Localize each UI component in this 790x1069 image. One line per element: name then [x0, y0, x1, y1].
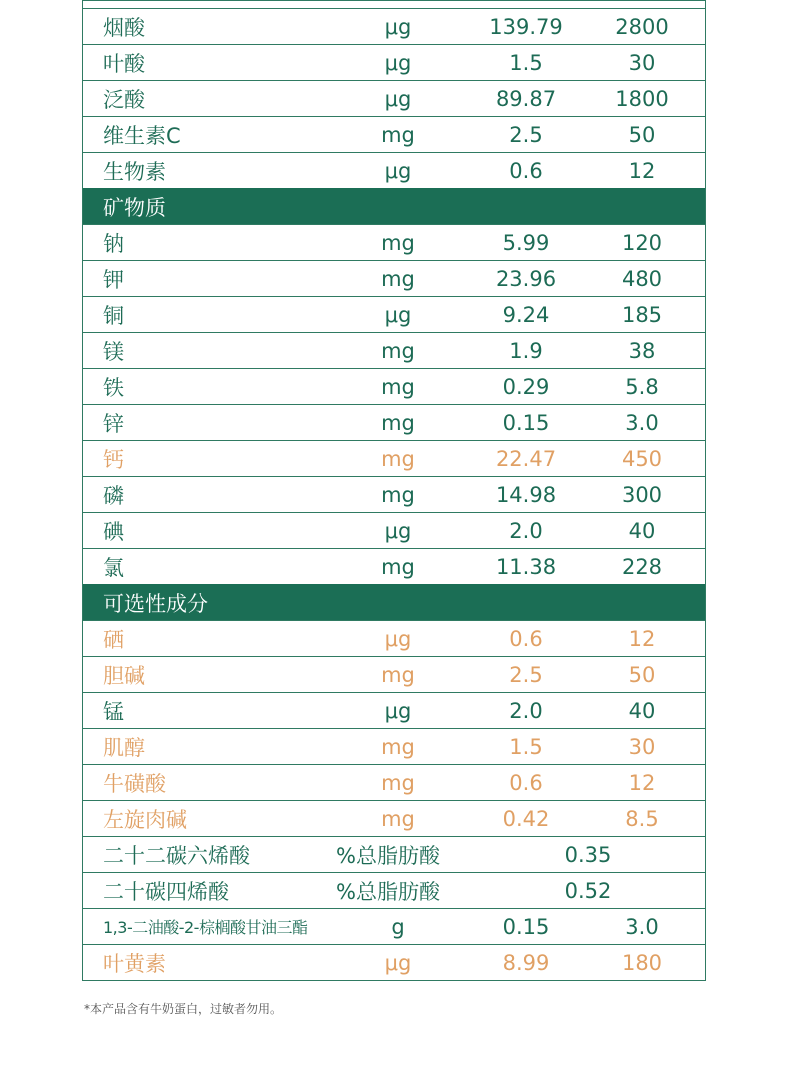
- nutrient-unit: mg: [381, 338, 415, 363]
- table-row: [83, 548, 705, 584]
- nutrient-name: 维生素C: [103, 123, 181, 148]
- nutrient-name: 烟酸: [103, 15, 145, 40]
- value-per-100g: 2800: [615, 14, 669, 39]
- nutrient-unit: μg: [384, 626, 412, 651]
- value-per-100g: 3.0: [625, 410, 659, 435]
- nutrient-unit: μg: [384, 950, 412, 975]
- value-per-100kj: 2.0: [509, 518, 543, 543]
- nutrient-name: 锌: [103, 411, 124, 436]
- nutrient-unit: mg: [381, 806, 415, 831]
- nutrient-unit: mg: [381, 410, 415, 435]
- nutrient-name: 二十碳四烯酸: [103, 879, 229, 904]
- value-per-100kj: 0.29: [502, 374, 550, 399]
- table-row: [83, 44, 705, 80]
- table-row: [83, 872, 705, 908]
- nutrient-unit: μg: [384, 698, 412, 723]
- value-per-100kj: 14.98: [495, 482, 557, 507]
- table-row: [83, 152, 705, 188]
- nutrient-name: 铜: [103, 303, 124, 328]
- value-per-100kj: 8.99: [502, 950, 550, 975]
- value-per-100kj: 0.15: [502, 410, 550, 435]
- nutrient-unit: μg: [384, 518, 412, 543]
- table-row: [83, 296, 705, 332]
- nutrient-name: 氯: [103, 555, 124, 580]
- value-per-100kj: 2.5: [509, 122, 543, 147]
- value-per-100g: 180: [621, 950, 663, 975]
- value-per-100kj: 1.5: [509, 50, 543, 75]
- nutrient-name: 胆碱: [103, 663, 145, 688]
- table-row-highlighted: [83, 764, 705, 800]
- table-row: [83, 224, 705, 260]
- table-row: [83, 332, 705, 368]
- table-row-highlighted: [83, 620, 705, 656]
- nutrient-unit: mg: [381, 482, 415, 507]
- nutrient-name: 二十二碳六烯酸: [103, 843, 250, 868]
- nutrient-name: 生物素: [103, 159, 166, 184]
- nutrient-unit: %总脂肪酸: [336, 879, 440, 904]
- value-per-100kj: 0.6: [509, 626, 543, 651]
- section-title: 矿物质: [103, 195, 166, 220]
- section-header-minerals: [83, 188, 705, 224]
- table-row-highlighted: [83, 800, 705, 836]
- nutrient-name: 叶酸: [103, 51, 145, 76]
- nutrient-name: 钙: [103, 447, 124, 472]
- nutrient-name: 硒: [103, 627, 124, 652]
- value-per-100kj: 1.9: [509, 338, 543, 363]
- table-row: [83, 404, 705, 440]
- section-header-optional: [83, 584, 705, 620]
- value-per-100g: 120: [621, 230, 663, 255]
- nutrient-unit: μg: [384, 158, 412, 183]
- table-row-highlighted: [83, 656, 705, 692]
- nutrient-name: 钾: [103, 267, 124, 292]
- nutrient-unit: μg: [384, 86, 412, 111]
- value-per-100kj: 0.6: [509, 770, 543, 795]
- nutrient-name: 左旋肉碱: [103, 807, 187, 832]
- table-row: [83, 260, 705, 296]
- table-row: [83, 8, 705, 44]
- nutrient-unit: μg: [384, 50, 412, 75]
- value-per-100kj: 2.5: [509, 662, 543, 687]
- value-per-100kj: 89.87: [495, 86, 557, 111]
- table-row-highlighted: [83, 944, 705, 980]
- value-per-100g: 38: [628, 338, 656, 363]
- table-row: [83, 80, 705, 116]
- table-row: [83, 476, 705, 512]
- table-row-highlighted: [83, 440, 705, 476]
- value-per-100g: 50: [628, 662, 656, 687]
- value-per-100kj: 23.96: [495, 266, 557, 291]
- nutrient-name: 1,3-二油酸-2-棕榈酸甘油三酯: [103, 918, 308, 937]
- value-per-100kj: 0.42: [502, 806, 550, 831]
- value-per-100kj: 2.0: [509, 698, 543, 723]
- value-per-100kj: 22.47: [495, 446, 557, 471]
- value-per-100g: 50: [628, 122, 656, 147]
- nutrient-unit: μg: [384, 302, 412, 327]
- table-row: [83, 512, 705, 548]
- nutrient-unit: mg: [381, 770, 415, 795]
- value-per-100kj: 0.6: [509, 158, 543, 183]
- nutrient-unit: mg: [381, 266, 415, 291]
- table-row: [83, 692, 705, 728]
- table-row: [83, 116, 705, 152]
- nutrient-name: 磷: [103, 483, 124, 508]
- nutrient-unit: %总脂肪酸: [336, 843, 440, 868]
- nutrient-unit: mg: [381, 122, 415, 147]
- table-row: [83, 368, 705, 404]
- nutrient-name: 牛磺酸: [103, 771, 166, 796]
- nutrient-unit: g: [391, 914, 405, 939]
- value-per-100g: 12: [628, 158, 656, 183]
- allergen-footnote: *本产品含有牛奶蛋白，过敏者勿用。: [84, 1002, 283, 1016]
- value-per-100g: 12: [628, 770, 656, 795]
- value-per-100g: 185: [621, 302, 663, 327]
- table-top-cut-row: [83, 0, 705, 8]
- nutrient-unit: mg: [381, 374, 415, 399]
- nutrient-name: 肌醇: [103, 735, 145, 760]
- value-per-100kj: 1.5: [509, 734, 543, 759]
- value-per-100g: 1800: [615, 86, 669, 111]
- value-per-100kj: 0.15: [502, 914, 550, 939]
- nutrition-table: [82, 0, 706, 981]
- value-per-100g: 8.5: [625, 806, 659, 831]
- value-merged: 0.35: [564, 842, 612, 867]
- nutrient-name: 泛酸: [103, 87, 145, 112]
- nutrient-unit: μg: [384, 14, 412, 39]
- nutrient-unit: mg: [381, 446, 415, 471]
- value-per-100kj: 139.79: [489, 14, 563, 39]
- value-per-100g: 30: [628, 50, 656, 75]
- value-per-100g: 228: [621, 554, 663, 579]
- table-row: [83, 836, 705, 872]
- value-per-100kj: 5.99: [502, 230, 550, 255]
- table-row: [83, 908, 705, 944]
- nutrient-unit: mg: [381, 230, 415, 255]
- nutrient-name: 碘: [103, 519, 124, 544]
- nutrient-name: 镁: [103, 339, 124, 364]
- nutrient-name: 叶黄素: [103, 951, 166, 976]
- nutrient-name: 铁: [103, 375, 124, 400]
- value-merged: 0.52: [564, 878, 612, 903]
- value-per-100g: 12: [628, 626, 656, 651]
- nutrient-unit: mg: [381, 554, 415, 579]
- value-per-100kj: 9.24: [502, 302, 550, 327]
- value-per-100g: 40: [628, 518, 656, 543]
- value-per-100g: 300: [621, 482, 663, 507]
- value-per-100g: 450: [621, 446, 663, 471]
- value-per-100kj: 11.38: [495, 554, 557, 579]
- nutrient-unit: mg: [381, 734, 415, 759]
- nutrient-name: 钠: [103, 231, 124, 256]
- value-per-100g: 30: [628, 734, 656, 759]
- nutrient-unit: mg: [381, 662, 415, 687]
- value-per-100g: 480: [621, 266, 663, 291]
- value-per-100g: 5.8: [625, 374, 659, 399]
- nutrient-name: 锰: [103, 699, 124, 724]
- section-title: 可选性成分: [103, 591, 208, 616]
- table-row-highlighted: [83, 728, 705, 764]
- value-per-100g: 3.0: [625, 914, 659, 939]
- value-per-100g: 40: [628, 698, 656, 723]
